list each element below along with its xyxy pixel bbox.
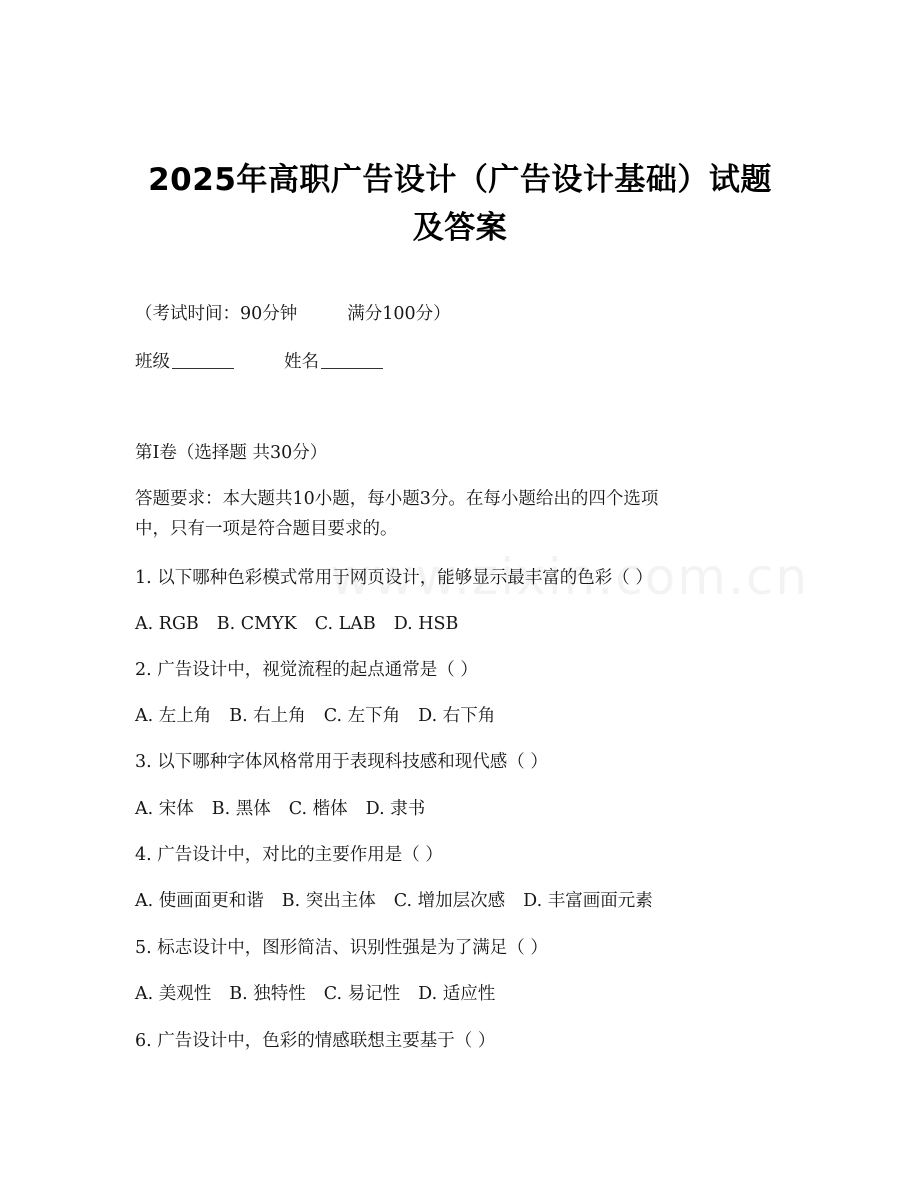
question-stem: 4. 广告设计中，对比的主要作用是（ ）: [135, 845, 443, 865]
name-label: 姓名: [284, 352, 319, 372]
option-d: D. 丰富画面元素: [523, 891, 653, 911]
option-a: A. 宋体: [135, 799, 194, 819]
option-b: B. 突出主体: [281, 891, 376, 911]
class-label: 班级: [135, 352, 170, 372]
question-stem: 6. 广告设计中，色彩的情感联想主要基于（ ）: [135, 1031, 496, 1051]
option-d: D. HSB: [393, 614, 459, 634]
exam-info: [135, 302, 451, 326]
option-b: B. 独特性: [229, 984, 306, 1004]
name-blank[interactable]: [321, 351, 383, 369]
requirements-line-2: 中，只有一项是符合题目要求的。: [135, 519, 398, 539]
student-info: [135, 350, 383, 374]
document-title-line-2: 及答案: [412, 210, 508, 246]
option-c: C. 左下角: [323, 706, 401, 726]
option-b: B. 黑体: [211, 799, 271, 819]
question-options: [135, 982, 495, 1006]
section-heading: 第I卷（选择题 共30分）: [135, 443, 328, 463]
question-stem: 3. 以下哪种字体风格常用于表现科技感和现代感（ ）: [135, 752, 548, 772]
requirements-line-1: 答题要求：本大题共10小题，每小题3分。在每小题给出的四个选项: [135, 489, 659, 509]
option-a: A. 左上角: [135, 706, 212, 726]
exam-time: （考试时间：90分钟: [135, 304, 298, 324]
option-d: D. 隶书: [365, 799, 426, 819]
class-blank[interactable]: [172, 351, 234, 369]
option-c: C. 增加层次感: [393, 891, 506, 911]
question-options: [135, 704, 495, 728]
question-options: [135, 797, 425, 821]
option-a: A. RGB: [135, 614, 199, 634]
question-options: [135, 612, 458, 636]
option-c: C. 楷体: [288, 799, 348, 819]
question-stem: 1. 以下哪种色彩模式常用于网页设计，能够显示最丰富的色彩（ ）: [135, 568, 653, 588]
exam-full-score: 满分100分）: [347, 304, 451, 324]
question-stem: 2. 广告设计中，视觉流程的起点通常是（ ）: [135, 660, 478, 680]
question-stem: 5. 标志设计中，图形简洁、识别性强是为了满足（ ）: [135, 938, 548, 958]
question-options: [135, 889, 653, 913]
option-b: B. CMYK: [216, 614, 297, 634]
option-c: C. LAB: [314, 614, 376, 634]
option-d: D. 右下角: [418, 706, 496, 726]
option-a: A. 使画面更和谐: [135, 891, 264, 911]
option-c: C. 易记性: [323, 984, 401, 1004]
option-d: D. 适应性: [418, 984, 496, 1004]
option-a: A. 美观性: [135, 984, 212, 1004]
option-b: B. 右上角: [229, 706, 306, 726]
document-title-line-1: 2025年高职广告设计（广告设计基础）试题: [148, 162, 772, 198]
